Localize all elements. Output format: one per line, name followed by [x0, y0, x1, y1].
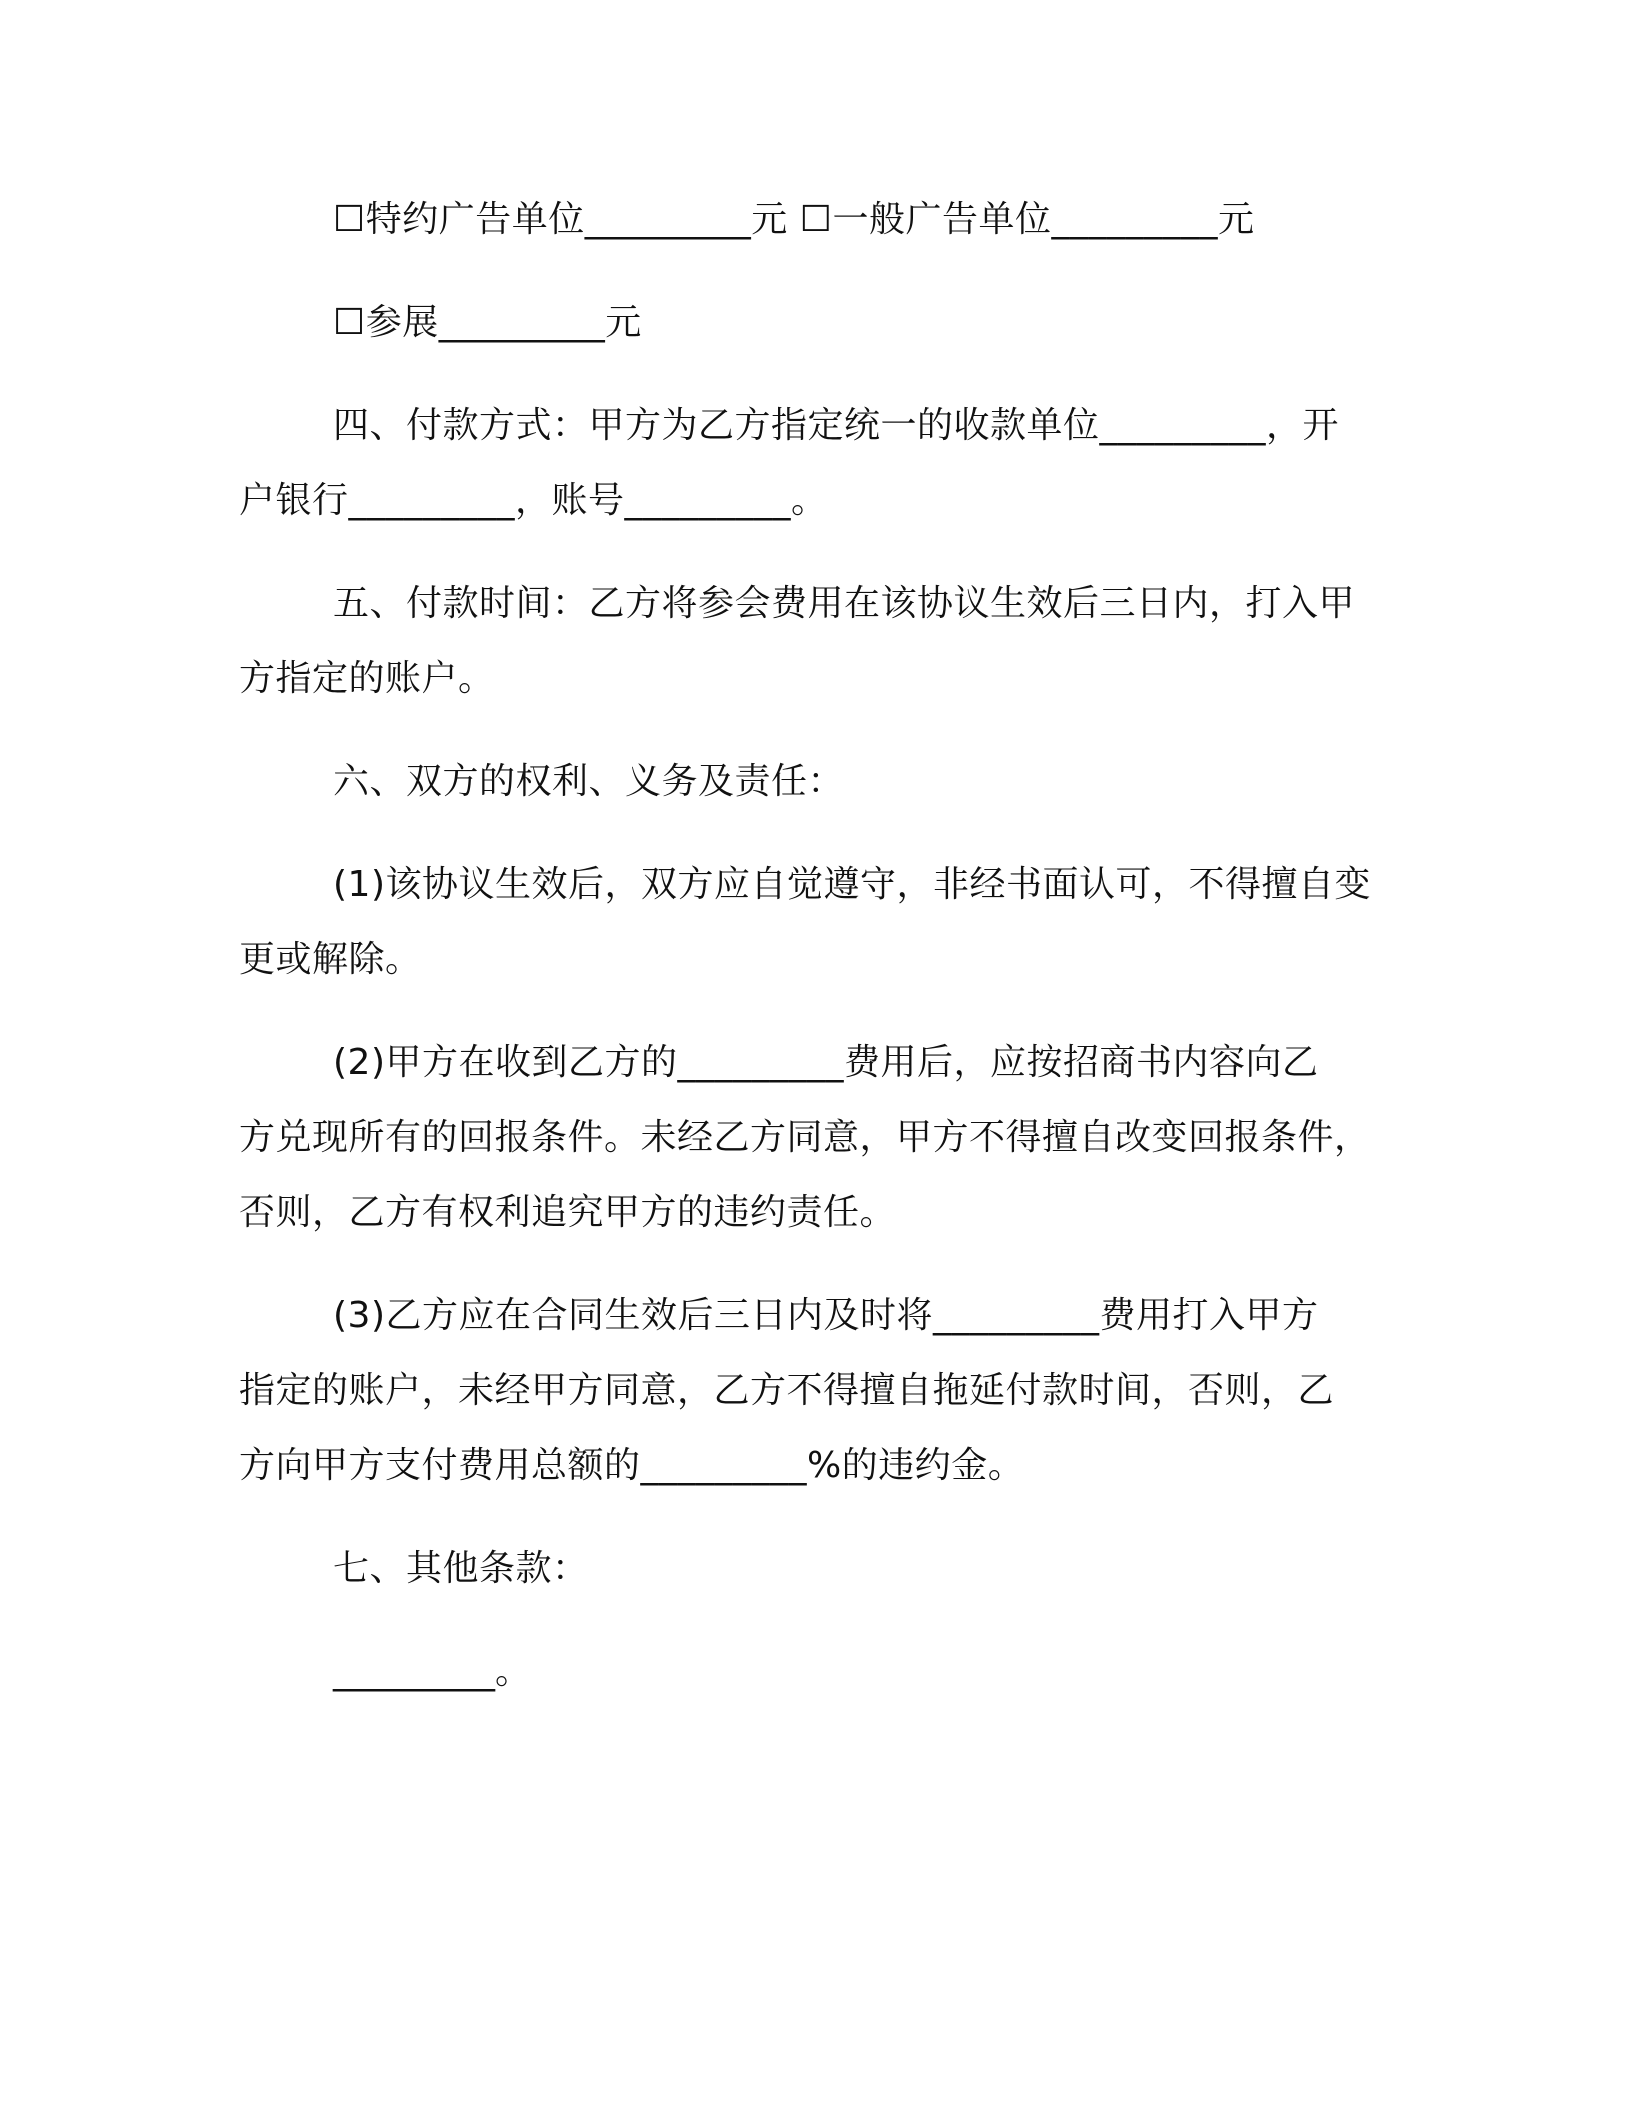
- fee-options-line-2: ☐参展_________元: [333, 302, 642, 343]
- section-6-item-2-line-2: 方兑现所有的回报条件。未经乙方同意，甲方不得擅自改变回报条件，: [239, 1117, 1371, 1158]
- section-6-item-3-line-2: 指定的账户，未经甲方同意，乙方不得擅自拖延付款时间，否则，乙: [239, 1370, 1335, 1411]
- section-6-item-3-line-3: 方向甲方支付费用总额的_________%的违约金。: [239, 1445, 1025, 1486]
- fee-options-line-1: ☐特约广告单位_________元 ☐一般广告单位_________元: [333, 199, 1255, 240]
- section-7-heading: 七、其他条款：: [333, 1548, 589, 1589]
- section-5-line-2: 方指定的账户。: [239, 658, 495, 699]
- section-6-item-3-line-1: (3)乙方应在合同生效后三日内及时将_________费用打入甲方: [333, 1295, 1319, 1336]
- section-5-line-1: 五、付款时间：乙方将参会费用在该协议生效后三日内，打入甲: [333, 583, 1356, 624]
- section-4-line-1: 四、付款方式：甲方为乙方指定统一的收款单位_________，开: [333, 405, 1340, 446]
- section-6-item-2-line-3: 否则，乙方有权利追究甲方的违约责任。: [239, 1192, 897, 1233]
- section-6-item-1-line-1: (1)该协议生效后，双方应自觉遵守，非经书面认可，不得擅自变: [333, 864, 1371, 905]
- section-7-blank-line: _________。: [333, 1651, 532, 1692]
- section-6-item-2-line-1: (2)甲方在收到乙方的_________费用后，应按招商书内容向乙: [333, 1042, 1319, 1083]
- section-6-heading: 六、双方的权利、义务及责任：: [333, 761, 845, 802]
- section-4-line-2: 户银行_________，账号_________。: [239, 480, 828, 521]
- section-6-item-1-line-2: 更或解除。: [239, 939, 422, 980]
